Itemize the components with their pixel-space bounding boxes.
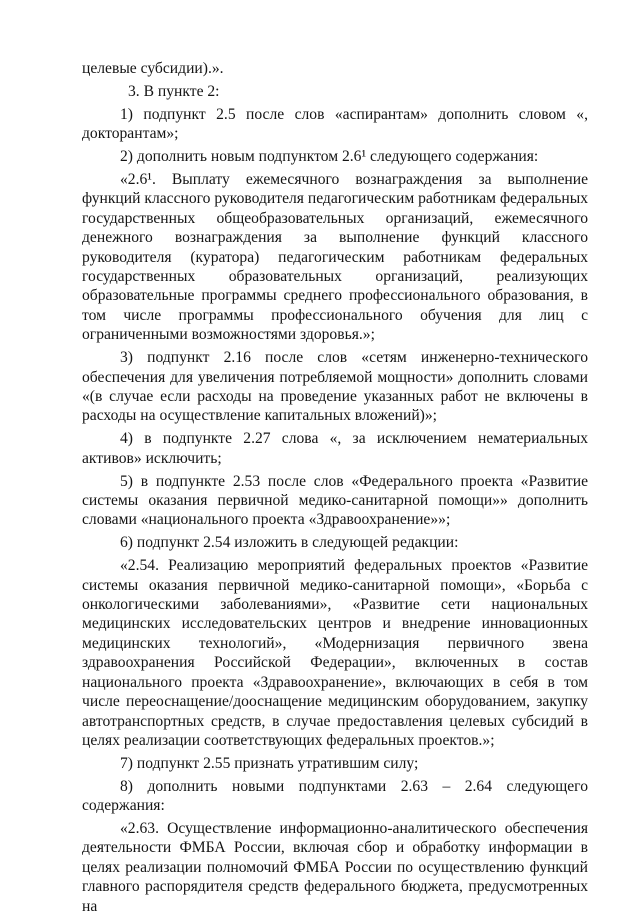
item-4: 4) в подпункте 2.27 слова «, за исключением нематериальных активов» исключить; bbox=[82, 430, 588, 467]
item-7: 7) подпункт 2.55 признать утратившим силу; bbox=[120, 754, 419, 772]
item-8: 8) дополнить новыми подпунктами 2.63 – 2.64 следующего содержания: bbox=[82, 777, 588, 815]
quote-2-63: «2.63. Осуществление информационно-аналитического обеспечения деятельности ФМБА России, включая сбор и обработку информации в целях реализации полномочий ФМБА России по осуществлению функций главного распорядителя средств федерального бюджета, предусмотренных на bbox=[82, 820, 588, 915]
quote-2-6-1: «2.6¹. Выплату ежемесячного вознаграждения за выполнение функций классного руководителя педагогическим работникам федеральных государственных общеобразовательных организаций, ежемесячного денежного вознаграждения за выполнение функций классного руководителя (куратора) педагогическим работникам федеральных государственных образовательных организаций, реализующих образовательные программы среднего профессионального образования, в том числе программы профессионального обучения для лиц с ограниченными возможностями здоровья.»; bbox=[82, 171, 588, 344]
item-6: 6) подпункт 2.54 изложить в следующей редакции: bbox=[120, 534, 459, 552]
item-3: 3) подпункт 2.16 после слов «сетям инженерно-технического обеспечения для увеличения потребляемой мощности» дополнить словами «(в случае если расходы на проведение указанных работ не включены в расходы на осуществление капитальных вложений)»; bbox=[82, 349, 588, 425]
item-1: 1) подпункт 2.5 после слов «аспирантам» дополнить словом «, докторантам»; bbox=[82, 105, 588, 143]
continuation-line: целевые субсидии).». bbox=[82, 60, 224, 77]
quote-2-54: «2.54. Реализацию мероприятий федеральных проектов «Развитие системы оказания первичной медико-санитарной помощи», «Борьба с онкологическими заболеваниями», «Развитие сети национальных медицинских исследовательских центров и внедрение инновационных медицинских технологий», «Модернизация первичного звена здравоохранения Российской Федерации», включенных в состав национального проекта «Здравоохранение», включающих в себя в том числе переоснащение/дооснащение медицинским оборудованием, закупку автотранспортных средств, в случае предоставления целевых субсидий в целях реализации соответствующих федеральных проектов.»; bbox=[82, 557, 588, 749]
clause-3-heading: 3. В пункте 2: bbox=[128, 82, 220, 100]
item-2: 2) дополнить новым подпунктом 2.6¹ следующего содержания: bbox=[120, 148, 539, 166]
item-5: 5) в подпункте 2.53 после слов «Федерального проекта «Развитие системы оказания первичной медико-санитарной помощи»» дополнить словами «национального проекта «Здравоохранение»»; bbox=[82, 472, 588, 529]
